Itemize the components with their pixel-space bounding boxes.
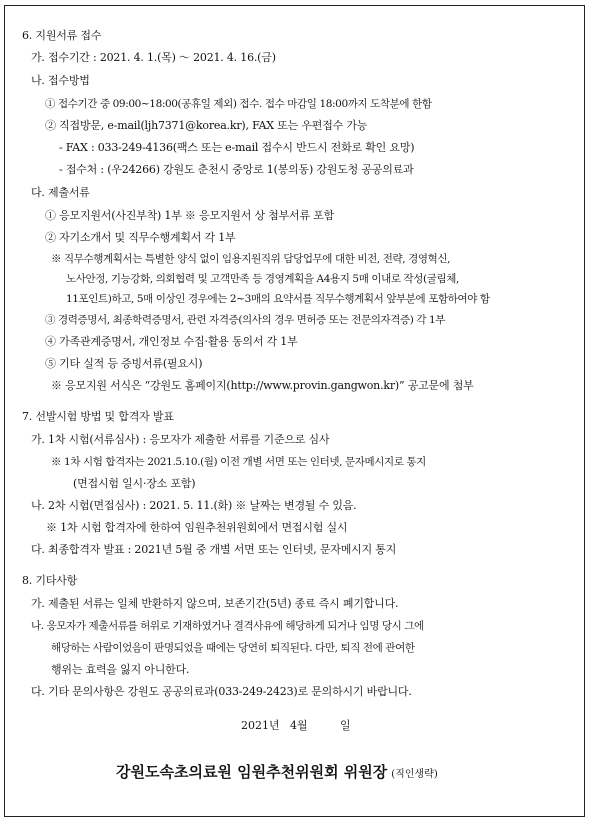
s8-item-b-line-3: 행위는 효력을 잃지 아니한다. — [51, 663, 190, 676]
s8-item-b-line-1: 나. 응모자가 제출서류를 허위로 기재하였거나 결격사유에 해당하게 되거나 임명 당시 그에 — [31, 620, 424, 632]
s8-item-c: 다. 기타 문의사항은 강원도 공공의료과(033-249-2423)로 문의하시기 바랍니다. — [31, 685, 412, 698]
s6-docs-heading: 다. 제출서류 — [31, 186, 90, 199]
s6-doc-2-note-3: 11포인트)하고, 5매 이상인 경우에는 2∼3매의 요약서를 직무수행계획서 앞부분에 포함하여야 함 — [66, 293, 490, 305]
signatory — [116, 761, 438, 782]
section-6-title: 6. 지원서류 접수 — [22, 29, 102, 42]
s8-item-b-line-2: 해당하는 사람이었음이 판명되었을 때에는 당연히 퇴직된다. 다만, 퇴직 전에 관여한 — [51, 642, 415, 654]
s6-method-heading: 나. 접수방법 — [31, 74, 90, 87]
s7-second-exam-note: ※ 1차 시험 합격자에 한하여 임원추천위원회에서 면접시험 실시 — [46, 521, 348, 534]
s6-fax: - FAX : 033-249-4136(팩스 또는 e-mail 접수시 반드시 전화로 확인 요망) — [59, 141, 415, 154]
s6-doc-4: ④ 가족관계증명서, 개인정보 수집·활용 동의서 각 1부 — [45, 335, 298, 348]
s6-doc-2-note-2: 노사안정, 기능강화, 의회협력 및 고객만족 등 경영계획을 A4용지 5매 이내로 작성(굴림체, — [66, 273, 459, 285]
s6-doc-2: ② 자기소개서 및 직무수행계획서 각 1부 — [45, 231, 236, 244]
s7-first-exam-note-1: ※ 1차 시험 합격자는 2021.5.10.(월) 이전 개별 서면 또는 인터넷, 문자메시지로 통지 — [51, 456, 426, 468]
s6-address: - 접수처 : (우24266) 강원도 춘천시 중앙로 1(봉의동) 강원도청 공공의료과 — [59, 163, 414, 176]
footer-year: 2021년 — [241, 719, 280, 732]
s6-doc-2-note-1: ※ 직무수행계획서는 특별한 양식 없이 임용지원직위 담당업무에 대한 비전, 전략, 경영혁신, — [51, 253, 451, 265]
signatory-title: 강원도속초의료원 임원추천위원회 위원장 — [116, 763, 388, 781]
s6-doc-1: ① 응모지원서(사진부착) 1부 ※ 응모지원서 상 첨부서류 포함 — [45, 209, 335, 222]
s7-first-exam: 가. 1차 시험(서류심사) : 응모자가 제출한 서류를 기준으로 심사 — [31, 433, 330, 446]
section-7-title: 7. 선발시험 방법 및 합격자 발표 — [22, 410, 174, 423]
seal-note: (직인생략) — [391, 769, 438, 780]
s6-period: 가. 접수기간 : 2021. 4. 1.(목) ～ 2021. 4. 16.(금) — [31, 51, 276, 64]
s7-second-exam: 나. 2차 시험(면접심사) : 2021. 5. 11.(화) ※ 날짜는 변경될 수 있음. — [31, 499, 357, 512]
s8-item-a: 가. 제출된 서류는 일체 반환하지 않으며, 보존기간(5년) 종료 즉시 폐기합니다. — [31, 597, 399, 610]
section-8-title: 8. 기타사항 — [22, 574, 78, 587]
s7-first-exam-note-2: (면접시험 일시·장소 포함) — [73, 477, 196, 490]
footer-month: 4월 — [290, 719, 308, 732]
s6-method-2: ② 직접방문, e-mail(ljh7371@korea.kr), FAX 또는 우편접수 가능 — [45, 119, 368, 132]
s6-method-1: ① 접수기간 중 09:00∼18:00(공휴일 제외) 접수. 접수 마감일 18:00까지 도착분에 한함 — [45, 98, 432, 110]
s6-doc-5: ⑤ 기타 실적 등 증빙서류(필요시) — [45, 357, 203, 370]
s6-doc-3: ③ 경력증명서, 최종학력증명서, 관련 자격증(의사의 경우 면허증 또는 전문의자격증) 각 1부 — [45, 314, 446, 326]
s7-final-announcement: 다. 최종합격자 발표 : 2021년 5월 중 개별 서면 또는 인터넷, 문자메시지 통지 — [31, 543, 397, 556]
footer-day: 일 — [340, 719, 351, 732]
s6-form-note: ※ 응모지원 서식은 “강원도 홈페이지(http://www.provin.gangwon.kr)” 공고문에 첨부 — [51, 379, 474, 392]
